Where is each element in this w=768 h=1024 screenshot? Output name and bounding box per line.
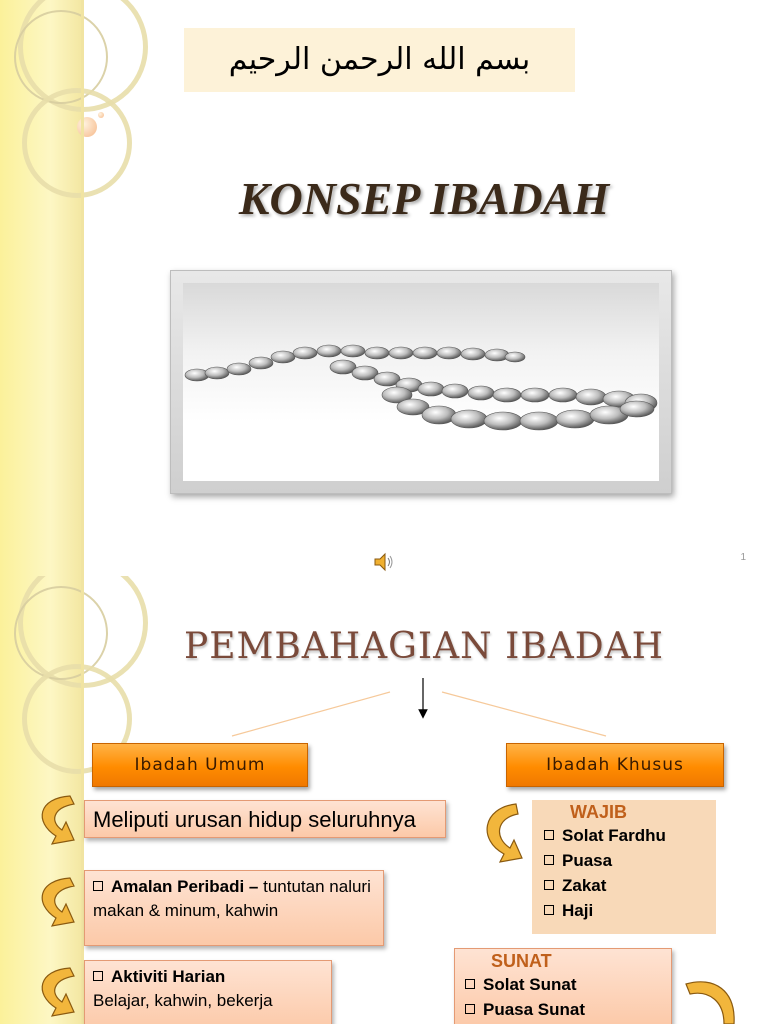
curved-arrow-icon [30, 964, 82, 1024]
slide-number: 1 [740, 552, 746, 563]
slide-title: PEMBAHAGIAN IBADAH [183, 626, 665, 667]
sunat-heading: SUNAT [491, 951, 552, 971]
amalan-peribadi-text: tuntutan naluri makan & minum, kahwin [93, 877, 371, 920]
list-item: Solat Fardhu [544, 823, 704, 848]
aktiviti-harian-box [84, 960, 332, 1024]
curved-arrow-icon [476, 800, 528, 870]
wajib-box [532, 800, 716, 934]
slide-pembahagian-ibadah [0, 576, 768, 1024]
checkbox-bullet-icon [544, 830, 554, 840]
list-item: Haji [544, 898, 704, 923]
checkbox-bullet-icon [544, 855, 554, 865]
curved-arrow-icon [684, 976, 744, 1024]
speaker-icon[interactable] [372, 550, 396, 574]
list-item: Zakat [544, 873, 704, 898]
sunat-list [465, 972, 661, 1022]
checkbox-bullet-icon [93, 971, 103, 981]
checkbox-bullet-icon [544, 905, 554, 915]
list-item: Puasa Sunat [465, 997, 661, 1022]
checkbox-bullet-icon [465, 979, 475, 989]
list-item: Puasa [544, 848, 704, 873]
ibadah-umum-button[interactable]: Ibadah Umum [92, 743, 308, 787]
decor-dot [98, 112, 104, 118]
ibadah-khusus-button[interactable]: Ibadah Khusus [506, 743, 724, 787]
list-item: Solat Sunat [465, 972, 661, 997]
amalan-peribadi-box [84, 870, 384, 946]
sunat-box [454, 948, 672, 1024]
wajib-list [544, 823, 704, 923]
checkbox-bullet-icon [465, 1004, 475, 1014]
aktiviti-harian-title: Aktiviti Harian [111, 967, 226, 986]
decor-dot [77, 117, 97, 137]
wajib-heading: WAJIB [570, 802, 628, 822]
slide-title: KONSEP IBADAH [238, 173, 610, 224]
ibadah-umum-description: Meliputi urusan hidup seluruhnya [93, 807, 416, 832]
prayer-beads-image [183, 283, 659, 481]
amalan-peribadi-title: Amalan Peribadi – [111, 877, 259, 896]
aktiviti-harian-text: Belajar, kahwin, bekerja [93, 991, 273, 1010]
checkbox-bullet-icon [93, 881, 103, 891]
checkbox-bullet-icon [544, 880, 554, 890]
basmala-text: بسم الله الرحمن الرحيم [184, 28, 575, 92]
prayer-beads-picture-frame [170, 270, 672, 494]
decorative-side-band [0, 0, 84, 576]
curved-arrow-icon [30, 792, 82, 852]
curved-arrow-icon [30, 874, 82, 934]
prayer-beads-illustration [183, 283, 659, 481]
ibadah-umum-description-box [84, 800, 446, 838]
